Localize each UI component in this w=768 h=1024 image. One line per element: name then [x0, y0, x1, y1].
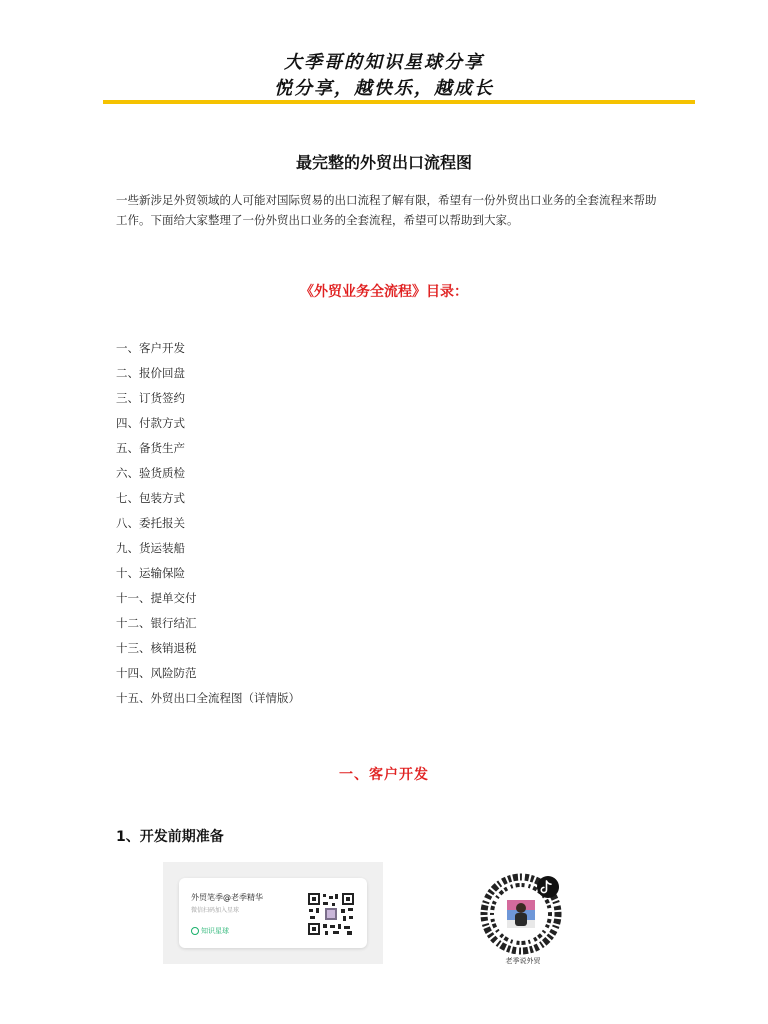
toc-item: 九、货运装船: [116, 541, 185, 555]
intro-paragraph: 一些新涉足外贸领域的人可能对国际贸易的出口流程了解有限，希望有一份外贸出口业务的全套流程来帮助工作。下面给大家整理了一份外贸出口业务的全套流程，希望可以帮助到大家。: [116, 193, 657, 227]
douyin-caption: 老季说外贸: [505, 957, 541, 965]
card-subtitle: 微信扫码加入星球: [191, 907, 240, 914]
circular-qr-icon: [480, 873, 562, 955]
document-title: 最完整的外贸出口流程图: [295, 153, 472, 172]
planet-icon: [191, 927, 199, 935]
logo-text: 知识星球: [201, 927, 229, 935]
toc-heading: 《外贸业务全流程》目录：: [300, 284, 468, 300]
toc-item: 一、客户开发: [116, 341, 185, 355]
toc-item: 十五、外贸出口全流程图（详情版）: [116, 691, 300, 705]
toc-item: 五、备货生产: [116, 441, 185, 455]
toc-item: 六、验货质检: [116, 466, 185, 480]
toc-item: 十四、风险防范: [116, 666, 197, 680]
knowledge-planet-card: [163, 862, 383, 964]
toc-item: 十一、提单交付: [116, 591, 197, 605]
toc-item: 三、订货签约: [116, 391, 185, 405]
qr-code-icon: [307, 892, 355, 936]
page-header: [0, 50, 768, 102]
douyin-qr-code: [480, 873, 562, 955]
toc-item: 二、报价回盘: [116, 366, 185, 380]
toc-item: 七、包装方式: [116, 491, 185, 505]
card-body: [179, 878, 367, 948]
toc-item: 四、付款方式: [116, 416, 185, 430]
toc-item: 十二、银行结汇: [116, 616, 197, 630]
toc-item: 八、委托报关: [116, 516, 185, 530]
toc-item: 十三、核销退税: [116, 641, 197, 655]
card-title: 外贸笔季@老季精华: [191, 893, 263, 902]
sub-heading: 1、开发前期准备: [116, 829, 224, 845]
header-title: 大季哥的知识星球分享: [284, 52, 484, 73]
toc-item: 十、运输保险: [116, 566, 185, 580]
header-slogan: 悦分享，越快乐，越成长: [274, 78, 494, 99]
knowledge-planet-logo: [191, 926, 229, 936]
header-divider: [103, 100, 695, 104]
section-heading: 一、客户开发: [339, 767, 429, 783]
toc-list: [116, 338, 300, 713]
